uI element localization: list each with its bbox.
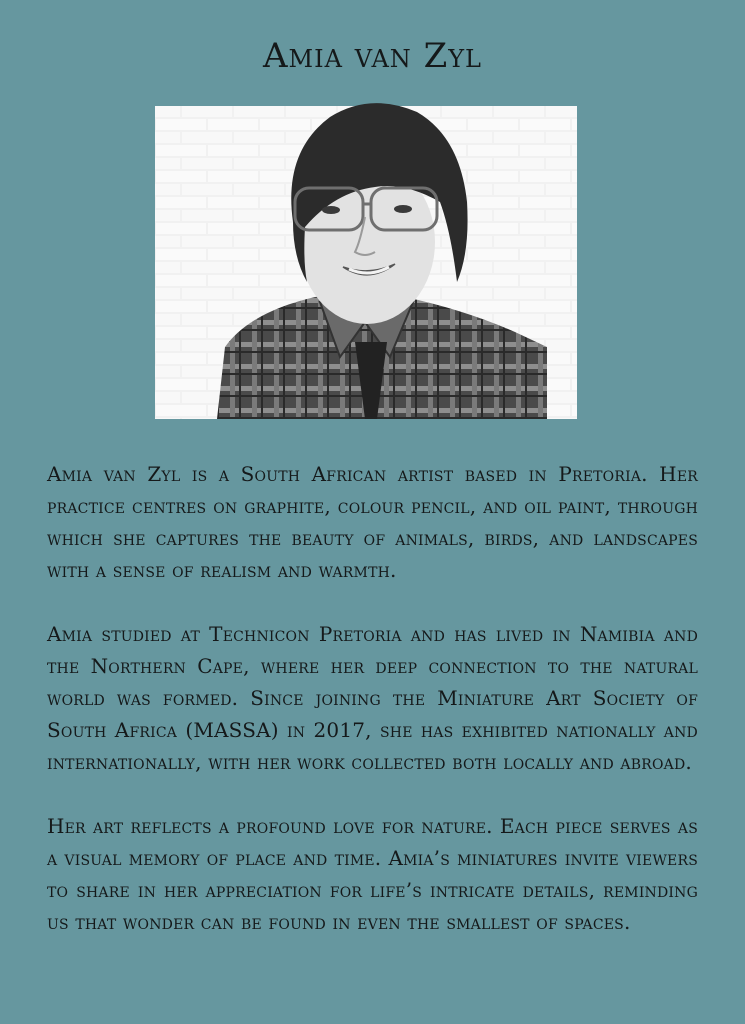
bio-paragraph: Her art reflects a profound love for nature. Each piece serves as a visual memory of place and time. Amia’s miniatures invite viewers to share in her appreciation for life’s intricate details, reminding us that wonder can be found in even the smallest of spaces. <box>47 814 698 934</box>
page-title: Amia van Zyl <box>263 36 482 76</box>
person-portrait-icon <box>155 92 577 419</box>
bio-paragraph: Amia studied at Technicon Pretoria and has lived in Namibia and the Northern Cape, where her deep connection to the natural world was formed. Since joining the Miniature Art Society of South Africa (MASSA) in 2017, she has exhibited nationally and internationally, with her work collected both locally and abroad. <box>47 622 698 774</box>
bio-paragraph: Amia van Zyl is a South African artist based in Pretoria. Her practice centres on graphite, colour pencil, and oil paint, through which she captures the beauty of animals, birds, and landscapes with a sense of realism and warmth. <box>47 462 698 582</box>
artist-biography <box>47 458 698 970</box>
artist-portrait <box>155 92 577 419</box>
